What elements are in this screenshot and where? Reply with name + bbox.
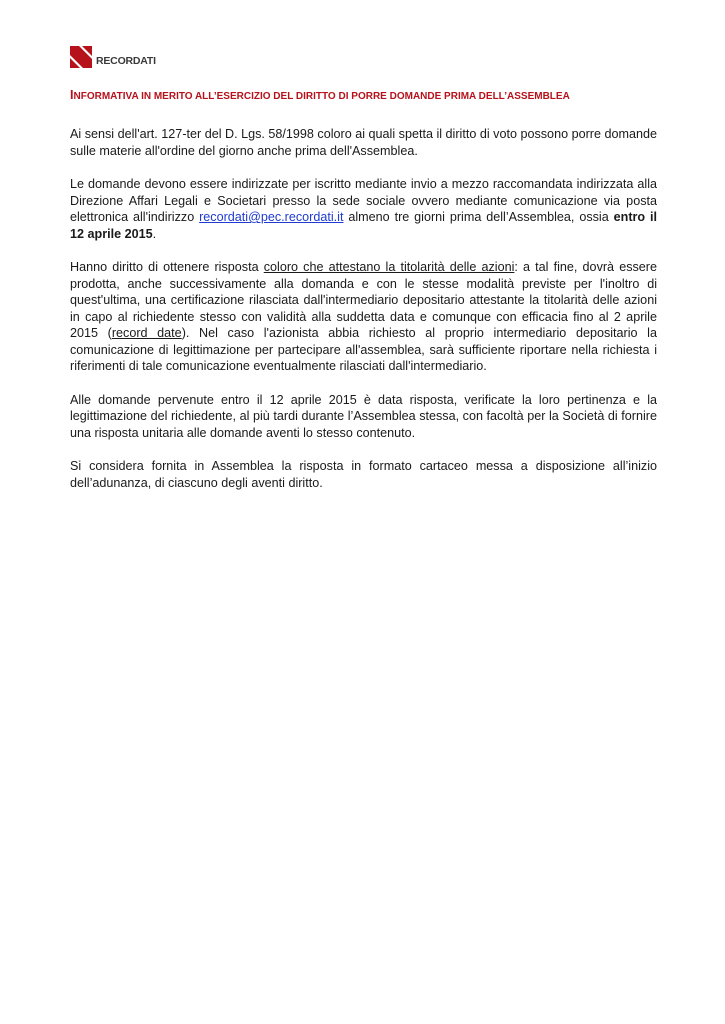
paragraph-2-text-b: almeno tre giorni prima dell’Assemblea, ossia bbox=[343, 210, 614, 224]
pec-email-link[interactable]: recordati@pec.recordati.it bbox=[199, 210, 344, 224]
paragraph-2-end: . bbox=[152, 226, 157, 241]
company-logo bbox=[70, 46, 156, 68]
title-first-letter: I bbox=[70, 88, 74, 102]
title-rest: NFORMATIVA IN MERITO ALL’ESERCIZIO DEL DIRITTO DI PORRE DOMANDE PRIMA DELL’ASSEMBLEA bbox=[73, 91, 570, 102]
document-title bbox=[70, 88, 670, 102]
paragraph-2 bbox=[70, 176, 657, 242]
recordati-logo-icon bbox=[70, 46, 92, 68]
deadline-date: entro il 12 aprile 2015 bbox=[70, 210, 657, 241]
shareholder-requirement: coloro che attestano la titolarità delle azioni bbox=[263, 260, 515, 274]
paragraph-3 bbox=[70, 259, 657, 375]
logo-text: RECORDATI bbox=[96, 54, 156, 67]
paragraph-2-text-a: Le domande devono essere indirizzate per iscritto mediante invio a mezzo raccomandata indirizzata alla Direzione Affari Legali e Societari presso la sede sociale ovvero mediante comunicazione via posta elettronica all'indirizzo bbox=[70, 177, 657, 224]
record-date-term: record date bbox=[111, 326, 182, 340]
document-body bbox=[70, 126, 657, 508]
paragraph-1: Ai sensi dell'art. 127-ter del D. Lgs. 58/1998 coloro ai quali spetta il diritto di voto possono porre domande sulle materie all'ordine del giorno anche prima dell'Assemblea. bbox=[70, 127, 657, 158]
paragraph-3-text-a: Hanno diritto di ottenere risposta bbox=[70, 260, 264, 274]
paragraph-4: Alle domande pervenute entro il 12 aprile 2015 è data risposta, verificate la loro pertinenza e la legittimazione del richiedente, al più tardi durante l’Assemblea stessa, con facoltà per la Società di fornire una risposta unitaria alle domande aventi lo stesso contenuto. bbox=[70, 392, 657, 440]
paragraph-3-text-b: : a tal fine, dovrà essere prodotta, anche successivamente alla domanda e con le stesse modalità previste per l'inoltro di quest'ultima, una certificazione rilasciata dall'intermediario depositario attestante la titolarità delle azioni in capo al richiedente stesso con validità alla suddetta data e comunque con efficacia fino al 2 aprile 2015 ( bbox=[70, 260, 657, 340]
paragraph-3-end: ). Nel caso l'azionista abbia richiesto al proprio intermediario depositario la comunicazione di legittimazione per partecipare all'assemblea, sarà sufficiente riportare nella richiesta i riferimenti di tale comunicazione eventualmente rilasciati dall'intermediario. bbox=[70, 326, 657, 373]
paragraph-5: Si considera fornita in Assemblea la risposta in formato cartaceo messa a disposizione all’inizio dell’adunanza, di ciascuno degli aventi diritto. bbox=[70, 459, 657, 490]
